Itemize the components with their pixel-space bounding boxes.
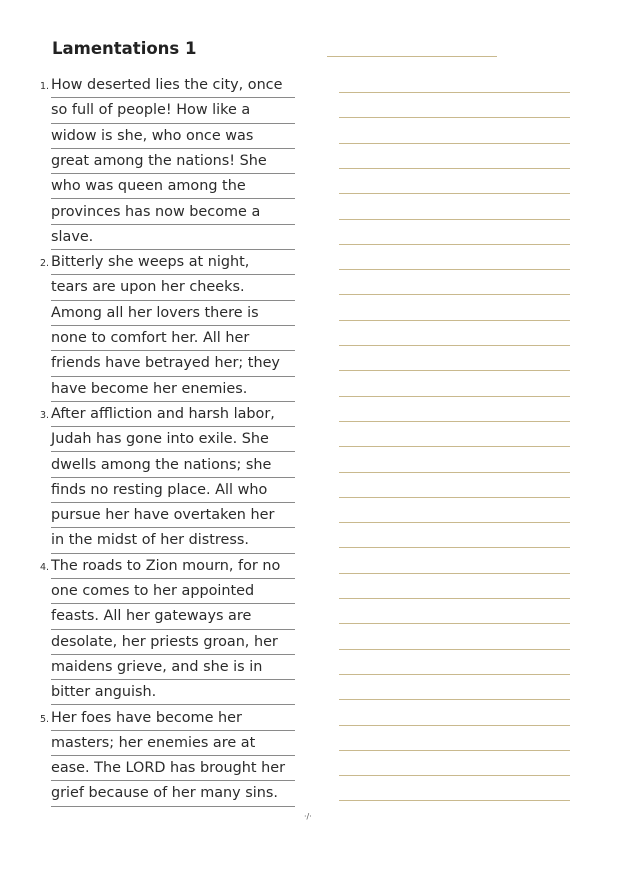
verse-line: ease. The LORD has brought her [51, 756, 295, 781]
writing-line [339, 143, 570, 144]
verse-line: masters; her enemies are at [51, 731, 295, 756]
verse-line: The roads to Zion mourn, for no [51, 554, 295, 579]
writing-line [339, 396, 570, 397]
verse-line: none to comfort her. All her [51, 326, 295, 351]
verse-line: Among all her lovers there is [51, 301, 295, 326]
writing-line [339, 269, 570, 270]
writing-line [339, 547, 570, 548]
page-mark: ·/· [304, 812, 312, 821]
verse-line: Bitterly she weeps at night, [51, 250, 295, 275]
verse-number: 2. [40, 258, 50, 270]
verse-line: in the midst of her distress. [51, 528, 295, 553]
writing-line [339, 725, 570, 726]
verse-line: widow is she, who once was [51, 124, 295, 149]
writing-line [339, 497, 570, 498]
writing-line [339, 294, 570, 295]
writing-line [339, 775, 570, 776]
writing-line [339, 598, 570, 599]
verse-line: slave. [51, 225, 295, 250]
writing-line [339, 168, 570, 169]
writing-line [339, 370, 570, 371]
writing-line [339, 421, 570, 422]
writing-line [339, 219, 570, 220]
title-writing-line [327, 56, 497, 57]
writing-line [339, 345, 570, 346]
writing-line [339, 193, 570, 194]
writing-line [339, 446, 570, 447]
verse-number: 1. [40, 81, 50, 92]
verse-line: feasts. All her gateways are [51, 604, 295, 629]
verse-line: great among the nations! She [51, 149, 295, 174]
verse-line: finds no resting place. All who [51, 478, 295, 503]
writing-line [339, 522, 570, 523]
verse-line: maidens grieve, and she is in [51, 655, 295, 680]
verse-line: Her foes have become her [51, 706, 295, 731]
verse-line: so full of people! How like a [51, 98, 295, 123]
page-title: Lamentations 1 [52, 39, 197, 58]
writing-line [339, 699, 570, 700]
verse-line: dwells among the nations; she [51, 453, 295, 478]
writing-line [339, 623, 570, 624]
verse-line: who was queen among the [51, 174, 295, 199]
writing-line [339, 92, 570, 93]
writing-line [339, 674, 570, 675]
writing-line [339, 320, 570, 321]
writing-line [339, 800, 570, 801]
verse-line: friends have betrayed her; they [51, 351, 295, 376]
verse-line: provinces has now become a [51, 200, 295, 225]
verse-line: tears are upon her cheeks. [51, 275, 295, 300]
verse-line: one comes to her appointed [51, 579, 295, 604]
writing-line [339, 472, 570, 473]
verse-number: 5. [40, 713, 50, 725]
verse-number: 4. [40, 561, 50, 573]
verse-line: grief because of her many sins. [51, 781, 295, 806]
writing-line [339, 750, 570, 751]
verse-line: How deserted lies the city, once [51, 73, 295, 98]
writing-line [339, 244, 570, 245]
verse-number: 3. [40, 409, 50, 421]
writing-line [339, 117, 570, 118]
verse-line: have become her enemies. [51, 377, 295, 402]
verse-line: bitter anguish. [51, 680, 295, 705]
verse-line: pursue her have overtaken her [51, 503, 295, 528]
verse-line: After affliction and harsh labor, [51, 402, 295, 427]
writing-line [339, 573, 570, 574]
verse-line: desolate, her priests groan, her [51, 630, 295, 655]
verse-line: Judah has gone into exile. She [51, 427, 295, 452]
writing-line [339, 649, 570, 650]
